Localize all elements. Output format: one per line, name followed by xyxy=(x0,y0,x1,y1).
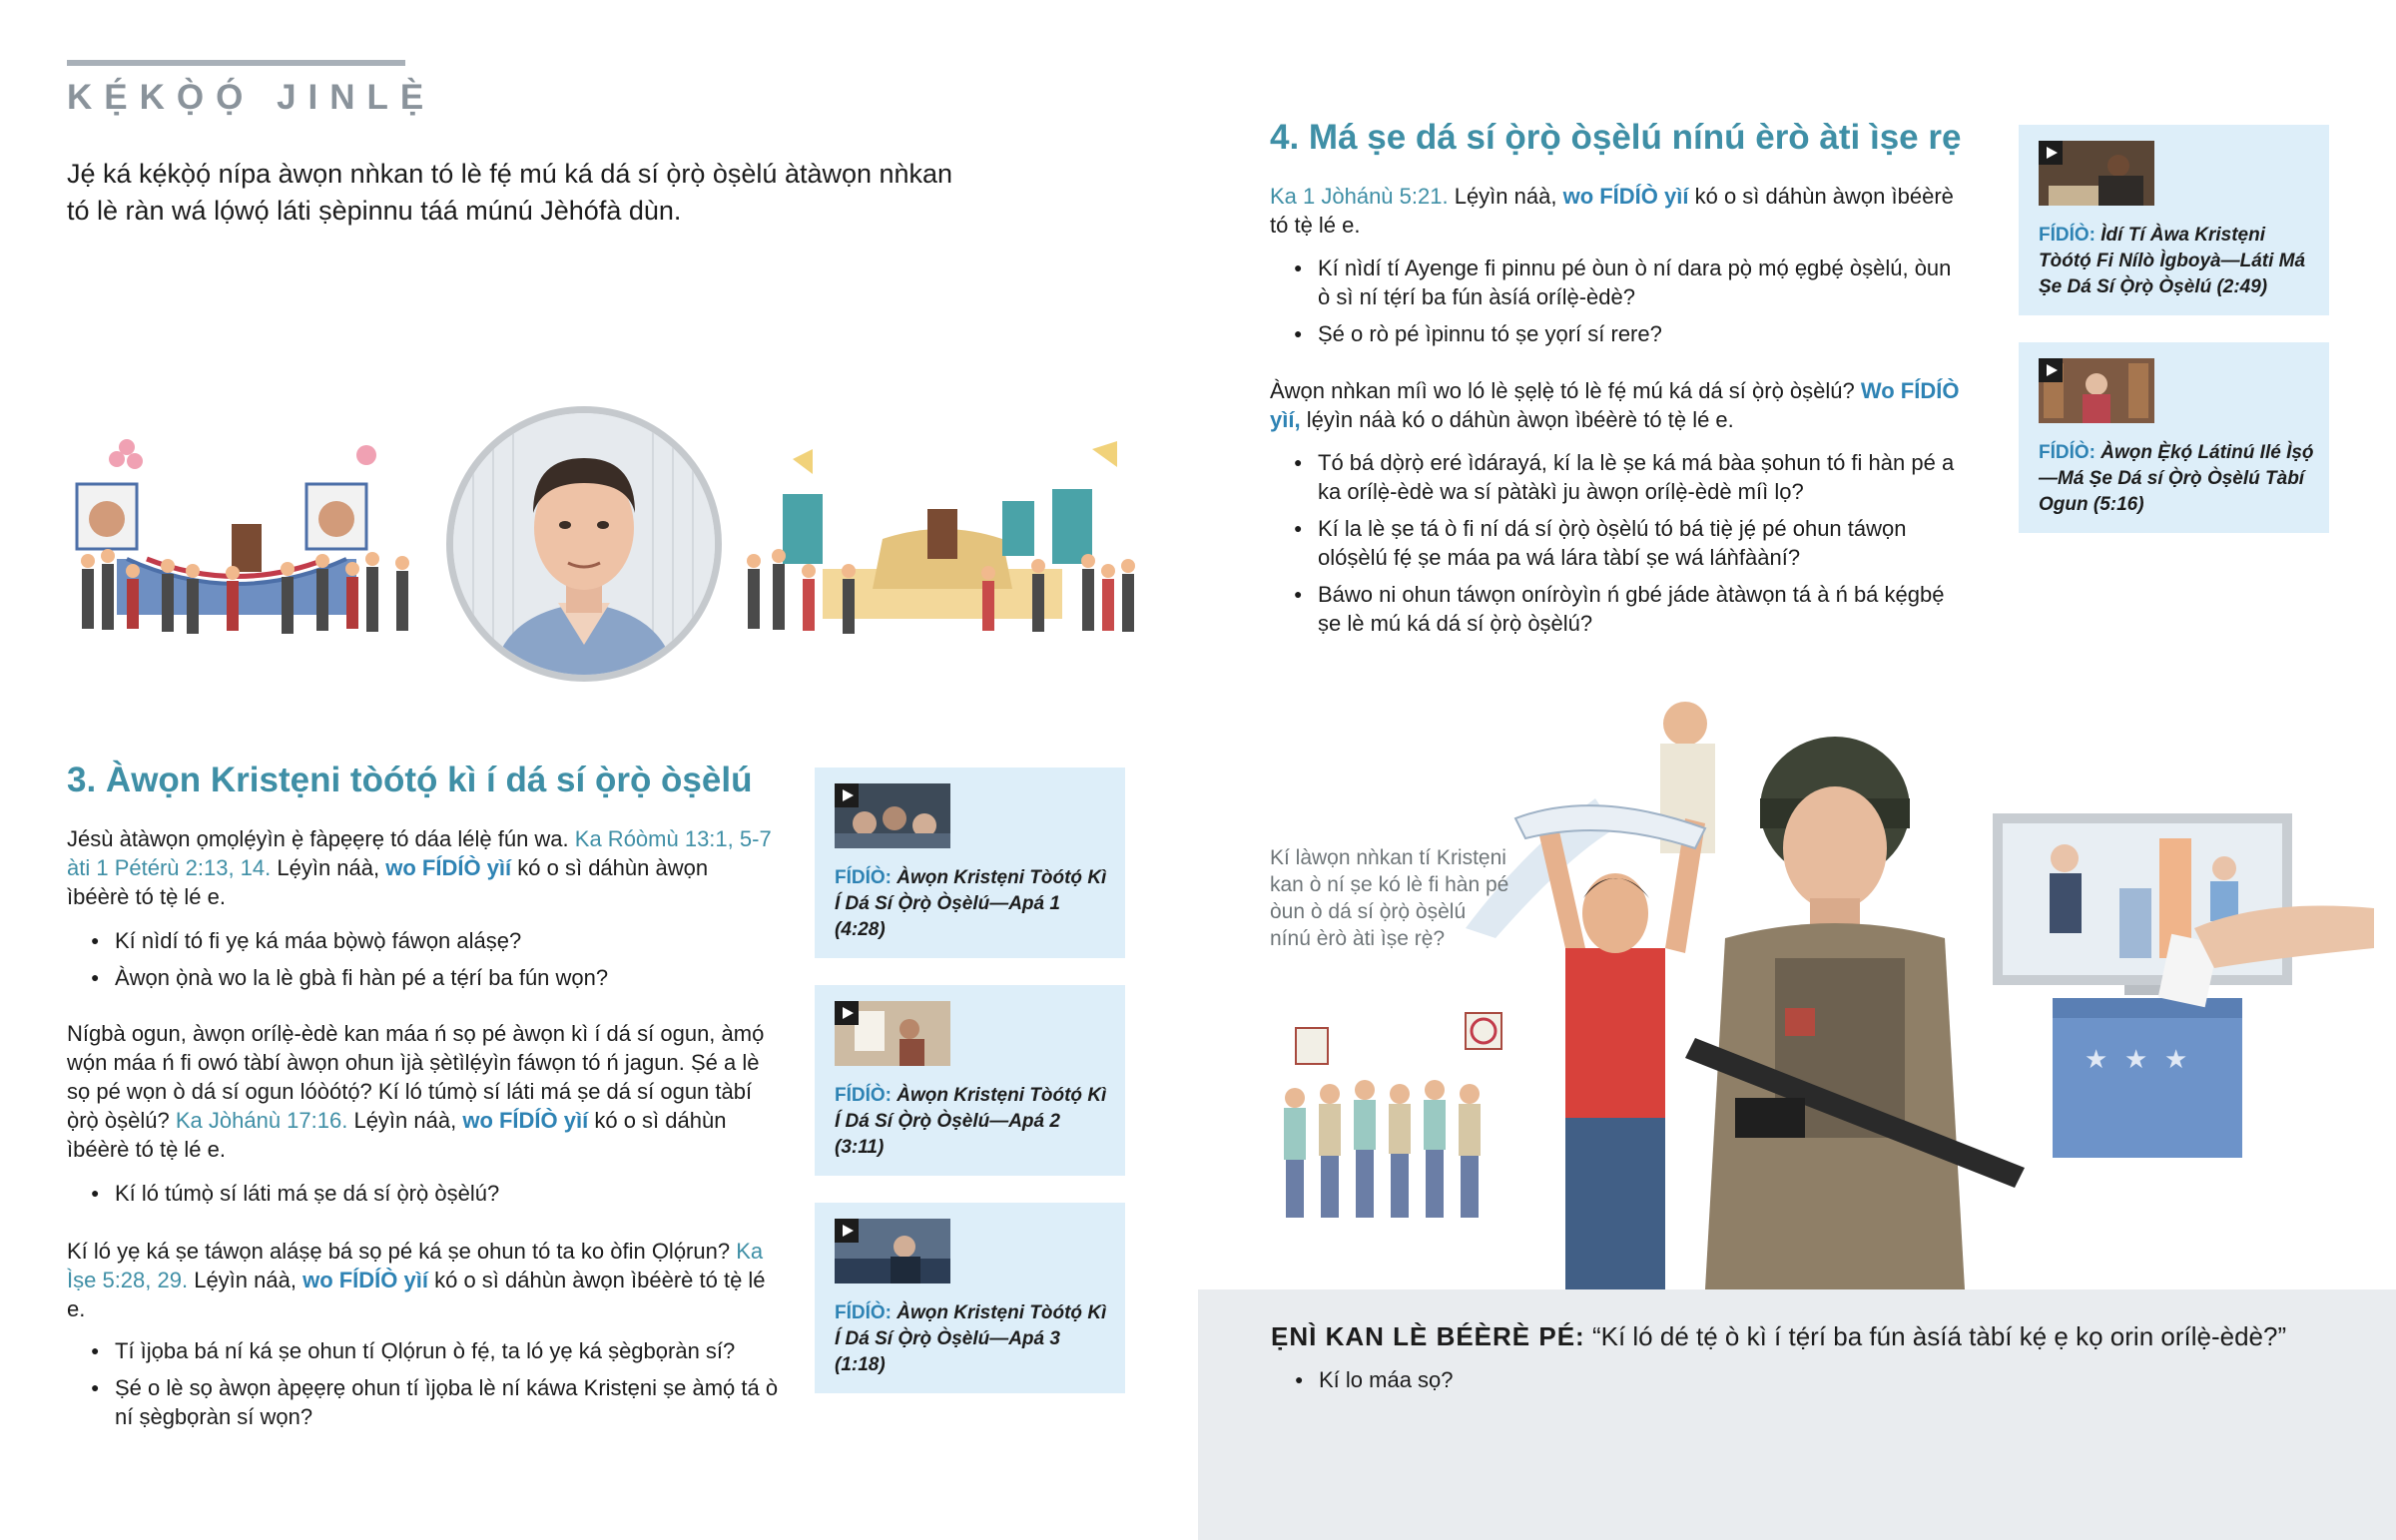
video-title: Ìdí Tí Àwa Kristẹni Tòótọ́ Fi Nílò Ìgboyà—Láti Má Ṣe Dá Sí Ọ̀rọ̀ Òṣèlú (2:49) xyxy=(2039,225,2306,297)
play-icon[interactable] xyxy=(2039,141,2063,165)
video-caption xyxy=(2039,440,2318,518)
video-card-4[interactable] xyxy=(2019,125,2329,315)
section-3-paragraph-3 xyxy=(67,1237,776,1323)
paragraph-text: kó o sì dáhùn àwọn ìbéèrè tó tẹ̀ lé e. xyxy=(67,1268,766,1321)
svg-text:★: ★ xyxy=(2124,1045,2148,1075)
paragraph-text: kó o sì dáhùn àwọn ìbéèrè tó tẹ̀ lé e. xyxy=(67,855,709,909)
question-item: ● Báwo ni ohun táwọn oníròyìn ń gbé jáde àtàwọn tá à ń bá kẹ́gbẹ́ ṣe lè mú ká dá sí ọ̀rọ̀ òṣèlú? xyxy=(1270,580,1969,638)
video-title: Àwọn Kristẹni Tòótọ́ Kì Í Dá Sí Ọ̀rọ̀ Òṣèlú—Apá 1 (4:28) xyxy=(835,867,1107,940)
section-4-questions-1 xyxy=(1270,254,1969,356)
video-link[interactable]: wo FÍDÍÒ yìí xyxy=(1562,184,1689,209)
svg-text:★: ★ xyxy=(2164,1045,2188,1075)
video-link[interactable]: wo FÍDÍÒ yìí xyxy=(385,855,512,880)
video-card-3[interactable] xyxy=(815,1203,1125,1393)
section-3-paragraph-2 xyxy=(67,1019,776,1164)
scripture-link[interactable]: Ka Róòmù 13:1, 5-7 àti 1 Pétérù 2:13, 14. xyxy=(67,826,772,880)
illustration-caption: Kí làwọn nǹkan tí Kristẹni kan ò ní ṣe kó lè fi hàn pé òun ò dá sí ọ̀rọ̀ òṣèlú nínú èrò àti ìṣe rẹ̀? xyxy=(1270,846,1509,950)
scripture-link[interactable]: Ka Jòhánù 17:16. xyxy=(175,1108,348,1133)
video-label: FÍDÍÒ: xyxy=(835,1085,892,1106)
question-item: ● Àwọn ọ̀nà wo la lè gbà fi hàn pé a tẹ́rí ba fún wọn? xyxy=(67,963,786,992)
video-card-2[interactable] xyxy=(815,985,1125,1176)
video-caption xyxy=(835,865,1114,943)
paragraph-text: Kí ló yẹ ká ṣe táwọn aláṣẹ bá sọ pé ká ṣe ohun tó ta ko òfin Ọlọ́run? xyxy=(67,1239,737,1264)
video-label: FÍDÍÒ: xyxy=(835,1302,892,1323)
svg-text:★: ★ xyxy=(2085,1045,2108,1075)
paragraph-text: Jésù àtàwọn ọmọlẹ́yìn ẹ̀ fàpẹẹrẹ tó dáa lélẹ̀ fún wa. xyxy=(67,826,575,851)
video-thumbnail[interactable] xyxy=(835,1219,950,1283)
play-icon[interactable] xyxy=(835,1001,859,1025)
video-label: FÍDÍÒ: xyxy=(835,867,892,888)
section-4-questions-2 xyxy=(1270,448,1969,646)
question-item: ● Tí ìjọba bá ní ká ṣe ohun tí Ọlọ́run ò fẹ́, ta ló yẹ ká ṣègbọràn sí? xyxy=(67,1336,786,1365)
section-3-questions-3 xyxy=(67,1336,786,1439)
video-label: FÍDÍÒ: xyxy=(2039,225,2096,246)
play-icon[interactable] xyxy=(835,783,859,807)
paragraph-text: Lẹ́yìn náà, xyxy=(188,1268,303,1292)
video-thumbnail[interactable] xyxy=(835,1001,950,1066)
paragraph-text: Àwọn nǹkan míì wo ló lè ṣẹlẹ̀ tó lè fẹ́ mú ká dá sí ọ̀rọ̀ òṣèlú? xyxy=(1270,378,1861,403)
video-thumbnail[interactable] xyxy=(835,783,950,848)
paragraph-text: lẹ́yìn náà kó o dáhùn àwọn ìbéèrè tó tẹ̀ lé e. xyxy=(1300,407,1734,432)
political-rally-illustration-right xyxy=(733,429,1152,641)
paragraph-text: kó o sì dáhùn ìbéèrè tó tẹ̀ lé e. xyxy=(67,1108,727,1162)
neutrality-illustration xyxy=(1266,699,2374,1289)
video-caption xyxy=(835,1083,1114,1161)
video-thumbnail[interactable] xyxy=(2039,358,2154,423)
section-3-paragraph-1 xyxy=(67,824,776,911)
video-title: Àwọn Kristẹni Tòótọ́ Kì Í Dá Sí Ọ̀rọ̀ Òṣèlú—Apá 2 (3:11) xyxy=(835,1085,1107,1158)
video-caption xyxy=(2039,223,2318,300)
scripture-link[interactable]: Ka Ìṣe 5:28, 29. xyxy=(67,1239,764,1292)
video-caption xyxy=(835,1300,1114,1378)
video-card-5[interactable] xyxy=(2019,342,2329,533)
intro-text: Jẹ́ ká kẹ́kọ̀ọ́ nípa àwọn nǹkan tó lè fẹ́ mú ká dá sí ọ̀rọ̀ òṣèlú àtàwọn nǹkan tó lè ràn wá lọ́wọ́ láti ṣèpinnu táá múnú Jèhófà dùn. xyxy=(67,159,953,226)
question-item: ● Ṣé o rò pé ìpinnu tó ṣe yọrí sí rere? xyxy=(1270,319,1969,348)
section-4-heading: 4. Má ṣe dá sí ọ̀rọ̀ òṣèlú nínú èrò àti ìṣe rẹ xyxy=(1270,118,1962,157)
question-item: ● Kí lo máa sọ? xyxy=(1271,1365,1970,1394)
man-portrait-image xyxy=(446,406,722,682)
question-item: ● Kí ló túmọ̀ sí láti má ṣe dá sí ọ̀rọ̀ òṣèlú? xyxy=(67,1179,786,1208)
question-item: ● Ṣé o lè sọ àwọn àpẹẹrẹ ohun tí ìjọba lè ní káwa Kristẹni ṣe àmọ́ tá ò ní ṣègbọràn sí wọn? xyxy=(67,1373,786,1431)
video-link[interactable]: wo FÍDÍÒ yìí xyxy=(302,1268,428,1292)
page-title: KẸ́KỌ̀Ọ́ JINLẸ̀ xyxy=(67,78,436,117)
scripture-link[interactable]: Ka 1 Jòhánù 5:21. xyxy=(1270,184,1449,209)
video-link[interactable]: wo FÍDÍÒ yìí xyxy=(462,1108,589,1133)
question-item: ● Kí nìdí tó fi yẹ ká máa bọ̀wọ̀ fáwọn aláṣẹ? xyxy=(67,926,786,955)
section-4-paragraph-1 xyxy=(1270,182,1969,240)
question-line xyxy=(1271,1319,2286,1353)
question-heading: ẸNÌ KAN LÈ BÉÈRÈ PÉ: xyxy=(1271,1321,1585,1351)
section-4-paragraph-2 xyxy=(1270,376,1969,434)
play-icon[interactable] xyxy=(835,1219,859,1243)
question-item: ● Tó bá dọ̀rọ̀ eré ìdárayá, kí la lè ṣe ká má bàa ṣohun tó fi hàn pé a ka orílẹ̀-èdè wa sí pàtàkì ju àwọn orílẹ̀-èdè míì lọ? xyxy=(1270,448,1969,506)
paragraph-text: Lẹ́yìn náà, xyxy=(1448,184,1563,209)
play-icon[interactable] xyxy=(2039,358,2063,382)
question-item: ● Kí nìdí tí Ayenge fi pinnu pé òun ò ní dara pọ̀ mọ́ ẹgbẹ́ òṣèlú, òun ò sì ní tẹ́rí ba fún àsíá orílẹ̀-èdè? xyxy=(1270,254,1969,311)
video-title: Àwọn Ẹ̀kọ́ Látinú Ilé Ìṣọ́—Má Ṣe Dá sí Ọ̀rọ̀ Òṣèlú Tàbí Ogun (5:16) xyxy=(2039,442,2314,515)
video-link[interactable]: Wo FÍDÍÒ yìí, xyxy=(1270,378,1960,432)
paragraph-text: Nígbà ogun, àwọn orílẹ̀-èdè kan máa ń sọ pé àwọn kì í dá sí ogun, àmọ́ wọ́n máa ń fi owó tàbí àwọn ohun ìjà ṣètìlẹ́yìn fáwọn tó ń jagun. Ṣé a lè sọ pé wọn ò dá sí ogun lóòótọ́? Kí ló túmọ̀ sí láti má ṣe dá sí ogun tàbí ọ̀rọ̀ òṣèlú? xyxy=(67,1021,765,1133)
header-rule xyxy=(67,60,405,66)
section-3-questions-2 xyxy=(67,1179,786,1216)
question-text: “Kí ló dé tẹ́ ò kì í tẹ́rí ba fún àsíá tàbí kẹ́ ẹ kọ orin orílẹ̀-èdè?” xyxy=(1591,1321,2287,1351)
section-3-questions-1 xyxy=(67,926,786,1000)
question-bullets xyxy=(1271,1365,1970,1402)
video-label: FÍDÍÒ: xyxy=(2039,442,2096,463)
paragraph-text: kó o sì dáhùn àwọn ìbéèrè tó tẹ̀ lé e. xyxy=(1270,184,1954,238)
section-3-heading: 3. Àwọn Kristẹni tòótọ́ kì í dá sí ọ̀rọ̀ òṣèlú xyxy=(67,761,753,799)
paragraph-text: Lẹ́yìn náà, xyxy=(271,855,386,880)
paragraph-text: Lẹ́yìn náà, xyxy=(347,1108,463,1133)
question-item: ● Kí la lè ṣe tá ò fi ní dá sí ọ̀rọ̀ òṣèlú tó bá tiẹ̀ jẹ́ pé ohun táwọn olóṣèlú fẹ́ ṣe máa pa wá lára tàbí ṣe wá láǹfààní? xyxy=(1270,514,1969,572)
video-card-1[interactable] xyxy=(815,768,1125,958)
video-title: Àwọn Kristẹni Tòótọ́ Kì Í Dá Sí Ọ̀rọ̀ Òṣèlú—Apá 3 (1:18) xyxy=(835,1302,1107,1375)
video-thumbnail[interactable] xyxy=(2039,141,2154,206)
political-rally-illustration-left xyxy=(67,429,436,641)
